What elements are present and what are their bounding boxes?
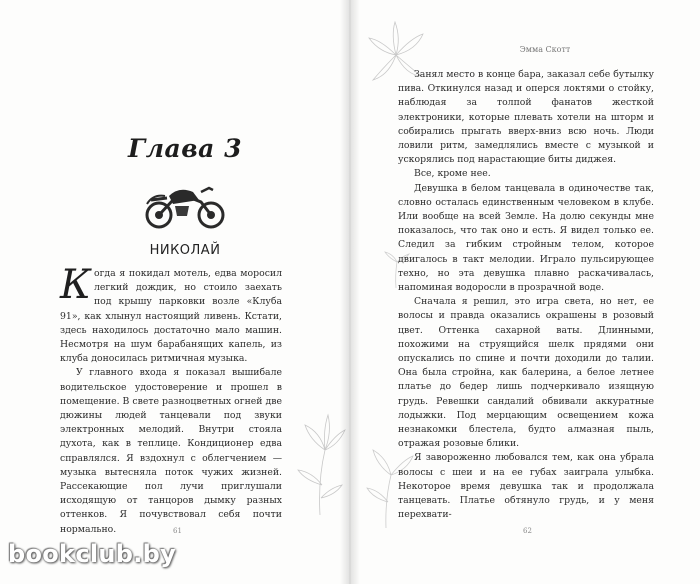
book-gutter (340, 0, 360, 584)
motorcycle-icon (143, 180, 227, 230)
page-number-left: 61 (173, 527, 182, 535)
paragraph: Все, кроме нее. (414, 168, 491, 180)
paragraph: Я завороженно любовался тем, как она убрала волосы с шеи и на ее губах заиграла улыбка. Некоторое время девушка так и продолжала танцевать. Платье обтянуло грудь, и у меня перехвати- (398, 452, 654, 521)
paragraph (60, 262, 282, 366)
paragraph: Сначала я решил, это игра света, но нет, ее волосы и правда оказались окрашены в розовый цвет. Оттенка сахарной ваты. Длинными, похожими на струящийся шелк прядями они опускались по спине и почти доходили до талии. Она была стройна, как балерина, а белое летнее платье до бедер лишь подчеркивало изящную грудь. Ревешки сандалий обвивали аккуратные лодыжки. Под мерцающим освещением кожа незнакомки блестела, будто алмазная пыль, отражая розовые блики. (398, 296, 654, 450)
paragraph-text: огда я покидал мотель, едва моросил легкий дождик, но стоило заехать под крышу парковки возле «Клуба 91», как хлынул настоящий ливень. Кстати, здесь находилось достаточно мало машин. Несмотря на шум барабанящих капель, из клуба доносилась ритмичная музыка. (60, 268, 282, 365)
right-page-text (398, 68, 654, 523)
paragraph: Занял место в конце бара, заказал себе бутылку пива. Откинулся назад и оперся локтями о стойку, наблюдая за толпой фанатов жесткой электроники, которые плевать хотели на шторм и собирались прыгать вверх-вниз всю ночь. Люди ловили ритм, замедлялись вместе с музыкой и ускорялись под нарастающие биты диджея. (398, 69, 654, 166)
left-page-text (60, 262, 282, 537)
paragraph: У главного входа я показал вышибале водительское удостоверение и прошел в помещение. В свете разноцветных огней две дюжины людей танцевали под звуки электронных мелодий. Внутри стояла духота, как в теплице. Кондиционер едва справлялся. Я вздохнул с облегчением — музыка вытесняла поток чужих жизней. Рассекающие пол лучи приглушали исходящую от танцоров дымку разных оттенков. Я почувствовал себя почти нормально. (60, 367, 282, 535)
running-head: Эмма Скотт (519, 45, 571, 54)
paragraph: Девушка в белом танцевала в одиночестве так, словно осталась единственным человеком в клубе. Или вообще на всей Земле. На долю секунды мне показалось, что так оно и есть. Я видел только ее. Следил за гибким стройным телом, которое двигалось в такт мелодии. Играло пульсирующее техно, но эта девушка плавно раскачивалась, напоминая водоросли в прозрачной воде. (398, 182, 654, 294)
character-heading: НИКОЛАЙ (149, 243, 221, 258)
site-watermark: bookclub.by (8, 540, 177, 568)
left-page (0, 0, 349, 584)
chapter-title: Глава 3 (128, 134, 242, 163)
page-number-right: 62 (523, 527, 532, 535)
dropcap: К (60, 262, 91, 308)
